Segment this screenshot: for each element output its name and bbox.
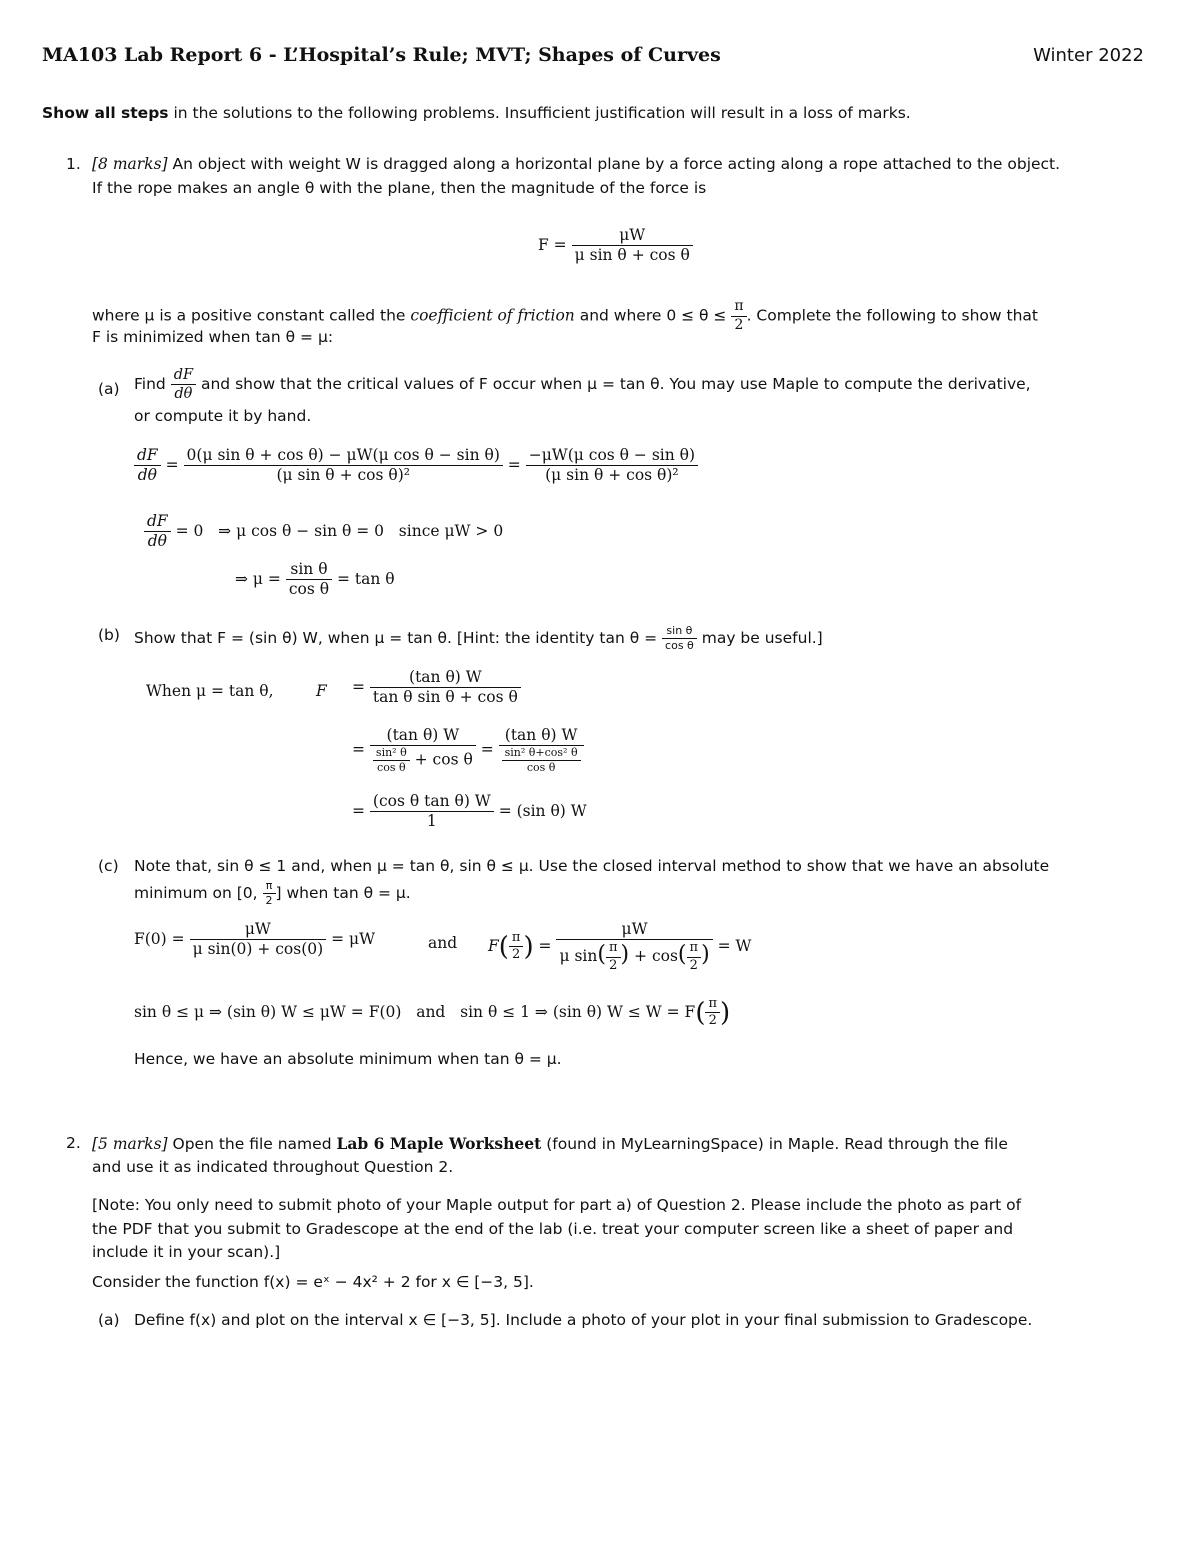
dtheta: dθ [174,386,193,403]
inequality-and: and [416,1002,446,1021]
Fpi-rhs: = W [717,936,752,955]
part-a-line-1 [134,366,1031,403]
part-c-text-2a: minimum on [0, [134,883,258,902]
critical-dtheta: dθ [147,532,167,551]
question-2-text-2: and use it as indicated throughout Question 2. [92,1158,454,1176]
Fpi-fraction [556,920,712,974]
instructions-rest: in the solutions to the following problems. Insufficient justification will result in a loss of marks. [168,104,911,122]
mu-lhs: ⇒ μ = [235,569,281,588]
quotient-numerator: 0(μ sin θ + cos θ) − μW(μ cos θ − sin θ) [184,446,503,466]
Fpi-den-two-2: 2 [689,957,698,973]
question-2-marks: [5 marks] [92,1135,168,1153]
part-a-text-2: or compute it by hand. [134,407,312,425]
critical-equation [144,512,503,552]
part-a-find: Find [134,375,166,394]
question-1-text-1: An object with weight W is dragged along a horizontal plane by a force acting along a rope attached to the object. [172,155,1061,173]
part-c-label: (c) [98,857,119,875]
b-line-3: = $\frac{\text{(cos θ tan θ) W}}{1}$ = (sin θ) W [352,792,587,831]
and-connector: and [428,934,458,952]
c-pi: π [263,879,276,894]
pi-denominator: 2 [734,316,744,333]
lhs-dF: dF [134,446,161,466]
b3-rhs: = (sin θ) W [498,801,587,820]
Fpi-arg-two: 2 [512,947,521,963]
inequality-2: sin θ ≤ 1 ⇒ (sin θ) W ≤ W = F [460,1002,696,1021]
instructions [42,104,911,122]
part-b-line [134,624,823,653]
inequality-1: sin θ ≤ μ ⇒ (sin θ) W ≤ μW = F(0) [134,1002,402,1021]
F0-denominator: μ sin(0) + cos(0) [192,940,324,959]
question-2-line-1 [92,1134,1008,1153]
question-2-text-1a: Open the file named [172,1135,332,1153]
question-2-text-1b: (found in MyLearningSpace) in Maple. Read through the file [546,1135,1008,1153]
conclusion: Hence, we have an absolute minimum when tan θ = μ. [134,1050,562,1068]
coefficient-of-friction: coefficient of friction [410,306,575,325]
F0-lhs: F(0) = [134,929,185,948]
critical-lhs [144,512,171,552]
hint-numerator: sin θ [662,624,697,639]
part-c-text-1: Note that, sin θ ≤ 1 and, when μ = tan θ, sin θ ≤ μ. Use the closed interval method to show that we have an absolute [134,857,1050,875]
part-c-text-2b: ] when tan θ = μ. [275,883,411,902]
simplified-denominator: (μ sin θ + cos θ)² [545,466,679,485]
inequality-line: sin θ ≤ μ ⇒ (sin θ) W ≤ μW = F(0) and sin θ ≤ 1 ⇒ (sin θ) W ≤ W = F( $\frac{\pi}{2}$ ) [134,996,731,1029]
b2-denominator [370,746,476,775]
question-1-marks: [8 marks] [92,155,168,173]
b2-inner-numerator: sin² θ [373,746,410,761]
c-pi-over-two [263,879,276,908]
Fpi-den-pi-1: π [606,940,621,957]
b2-numerator: (tan θ) W [370,726,476,746]
Fpi-den-two-1: 2 [609,957,618,973]
page-title: MA103 Lab Report 6 - L’Hospital’s Rule; MVT; Shapes of Curves [42,44,721,66]
sin-theta: sin θ [286,560,332,580]
hint-fraction [662,624,697,653]
F-at-pi-over-two: F( $\frac{\pi}{2}$ ) = μW μ sin( $\frac{\pi}{2}$ ) + cos( $\frac{\pi}{2}$ ) = W [488,920,752,973]
when-mu-tan: When μ = tan θ, [146,682,274,700]
b-fraction-2 [370,726,476,775]
lhs-dtheta: dθ [137,466,157,485]
where-a: where μ is a positive constant called the [92,306,406,325]
question-1-text-line-1 [92,155,1060,173]
q2-part-a-text: Define f(x) and plot on the interval x ∈ [−3, 5]. Include a photo of your plot in your final submission to Gradescope. [134,1311,1033,1329]
mu-equation [235,560,395,600]
dF: dF [171,366,196,385]
where-d: F is minimized when tan θ = μ: [92,328,334,346]
quotient-denominator: (μ sin θ + cos θ)² [276,466,410,485]
derivative-simplified [526,446,698,486]
dF-dtheta [171,366,196,403]
where-c: . Complete the following to show that [746,306,1038,325]
pi-over-two [731,298,746,334]
Fpi-numerator: μW [556,920,712,940]
ineq-pi: π [705,996,720,1013]
F0-fraction [190,920,327,960]
b2-denominator-rest: + cos θ [414,750,473,769]
part-a-label: (a) [98,380,120,398]
instructions-bold: Show all steps [42,104,169,122]
part-a-text-1: and show that the critical values of F occur when μ = tan θ. You may use Maple to compute the derivative, [200,375,1031,394]
hint-denominator: cos θ [665,638,694,652]
question-1-text-2: If the rope makes an angle θ with the plane, then the magnitude of the force is [92,179,707,197]
F0-rhs: = μW [331,929,376,948]
b3-numerator: (cos θ tan θ) W [370,792,494,812]
b-fraction-3 [370,792,494,832]
maple-worksheet-name: Lab 6 Maple Worksheet [336,1134,542,1153]
b2-inner-fraction [373,746,410,775]
b-line-1: = $\frac{\text{(tan θ) W}}{\text{tan θ sin θ + cos θ}}$ [352,668,521,708]
b2b-inner-denominator: cos θ [526,761,556,775]
term-label: Winter 2022 [1033,45,1144,66]
question-2-number: 2. [66,1134,81,1152]
part-c-line-2 [134,879,411,908]
critical-rhs: = 0 ⇒ μ cos θ − sin θ = 0 since μW > 0 [175,521,504,540]
derivative-lhs [134,446,161,486]
cos-theta: cos θ [288,580,330,599]
derivative-equation: $\frac{dF}{d\theta}$ = $\frac{\text{0(μ sin θ + cos θ) − μW(μ cos θ − sin θ)}}{\text{(μ sin θ + cos θ)²}}$ = $\frac{\text{−μW(μ cos θ − sin θ)}}{\text{(μ sin θ + cos θ)²}}$ [134,446,698,486]
part-b-text-a: Show that F = (sin θ) W, when μ = tan θ. [Hint: the identity tan θ = [134,628,658,647]
q2-part-a-label: (a) [98,1311,120,1329]
b2b-numerator: (tan θ) W [499,726,584,746]
b2b-inner-numerator: sin² θ+cos² θ [502,746,581,761]
part-b-label: (b) [98,626,120,644]
c-two: 2 [265,893,273,907]
force-fraction [572,226,693,266]
mu-rhs: = tan θ [337,569,395,588]
note-line-3: include it in your scan).] [92,1243,281,1261]
where-b: and where 0 ≤ θ ≤ [579,306,727,325]
part-b-text-b: may be useful.] [701,628,823,647]
derivative-quotient [184,446,503,486]
force-formula [538,226,693,266]
simplified-numerator: −μW(μ cos θ − sin θ) [526,446,698,466]
b-line-2: = (tan θ) W $\frac{\text{sin² θ}}{\text{cos θ}}$ + cos θ = $\frac{\text{(tan θ) W}}{\frac{\text{sin² θ+cos² θ}}{\text{cos θ}}}$ [352,726,584,775]
b2b-inner-fraction [502,746,581,775]
b-fraction-2b [499,726,584,775]
pi-numerator: π [731,298,746,317]
F-at-zero [134,920,375,960]
force-denominator: μ sin θ + cos θ [574,246,690,265]
b3-denominator: 1 [426,812,437,831]
Fpi-denominator: μ sin( $\frac{\pi}{2}$ ) + cos( $\frac{\pi}{2}$ ) [559,940,710,973]
question-1-number: 1. [66,155,81,173]
ineq-two: 2 [708,1013,717,1029]
F-symbol: F [316,682,327,700]
critical-dF: dF [144,512,171,532]
b2b-denominator [499,746,584,775]
force-lhs: F = [538,235,567,254]
Fpi-den-pi-2: π [687,940,702,957]
F0-numerator: μW [190,920,327,940]
b-fraction-1 [370,668,521,708]
note-line-1: [Note: You only need to submit photo of your Maple output for part a) of Question 2. Please include the photo as part of [92,1196,1022,1214]
consider-function: Consider the function f(x) = eˣ − 4x² + 2 for x ∈ [−3, 5]. [92,1273,534,1291]
b1-numerator: (tan θ) W [370,668,521,688]
b2-inner-denominator: cos θ [377,761,406,775]
Fpi-arg-pi: π [509,930,524,947]
b1-denominator: tan θ sin θ + cos θ [372,688,518,707]
force-numerator: μW [572,226,693,246]
note-line-2: the PDF that you submit to Gradescope at the end of the lab (i.e. treat your computer screen like a sheet of paper and [92,1220,1014,1238]
sin-over-cos [286,560,332,600]
